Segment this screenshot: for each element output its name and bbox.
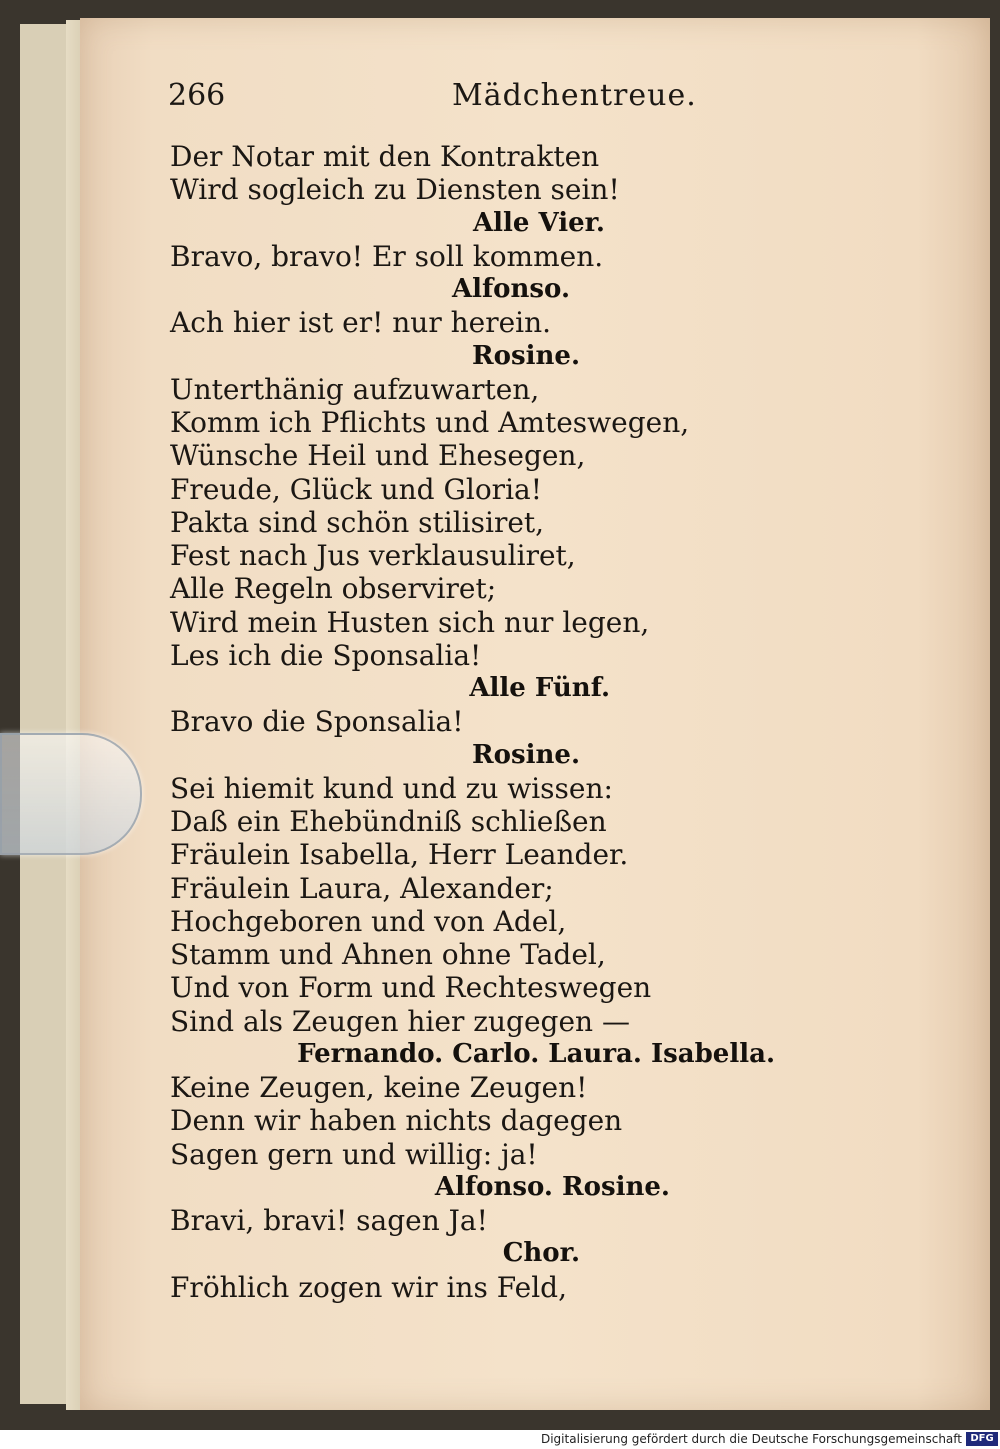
verse-line: Bravo die Sponsalia! (170, 705, 464, 739)
speaker-heading: Fernando. Carlo. Laura. Isabella. (297, 1038, 775, 1069)
speaker-heading: Alfonso. Rosine. (434, 1171, 670, 1202)
speaker-heading: Chor. (502, 1238, 580, 1269)
verse-line: Der Notar mit den Kontrakten (170, 140, 600, 173)
speaker-heading: Rosine. (472, 739, 580, 770)
verse-line: Komm ich Pflichts und Amteswegen, (170, 406, 690, 439)
verse-line: Sind als Zeugen hier zugegen — (170, 1004, 630, 1038)
verse-line: Und von Form und Rechteswegen (170, 971, 652, 1005)
footer-bar (0, 1430, 1000, 1449)
page-header (0, 78, 1000, 118)
speaker-heading: Alle Fünf. (469, 673, 610, 703)
speaker-heading: Alle Vier. (472, 207, 605, 238)
verse-line: Ach hier ist er! nur herein. (170, 306, 552, 340)
dfg-logo: DFG (966, 1432, 998, 1446)
verse-line: Keine Zeugen, keine Zeugen! (170, 1071, 588, 1104)
verse-line: Alle Regeln observiret; (170, 572, 497, 606)
verse-line: Sagen gern und willig: ja! (170, 1137, 538, 1171)
play-text (170, 140, 790, 1304)
verse-line: Pakta sind schön stilisiret, (170, 505, 545, 539)
verse-line: Stamm und Ahnen ohne Tadel, (170, 938, 606, 971)
verse-line: Unterthänig aufzuwarten, (170, 372, 540, 406)
verse-line: Daß ein Ehebündniß schließen (170, 805, 607, 838)
verse-line: Bravo, bravo! Er soll kommen. (170, 239, 604, 273)
page-number: 266 (168, 78, 226, 113)
speaker-heading: Alfonso. (451, 274, 570, 304)
verse-line: Denn wir haben nichts dagegen (170, 1104, 623, 1138)
verse-line: Fest nach Jus verklausuliret, (170, 539, 576, 572)
verse-line: Bravi, bravi! sagen Ja! (170, 1204, 488, 1237)
verse-line: Les ich die Sponsalia! (170, 638, 482, 672)
running-title: Mädchentreue. (452, 78, 697, 113)
verse-line: Fräulein Laura, Alexander; (170, 871, 554, 905)
verse-line: Sei hiemit kund und zu wissen: (170, 771, 613, 805)
speaker-heading: Rosine. (472, 340, 580, 371)
verse-line: Wünsche Heil und Ehesegen, (170, 439, 586, 473)
verse-line: Fräulein Isabella, Herr Leander. (170, 838, 629, 872)
verse-line: Wird sogleich zu Diensten sein! (170, 173, 620, 207)
verse-line: Wird mein Husten sich nur legen, (170, 605, 650, 639)
verse-line: Hochgeboren und von Adel, (170, 904, 567, 938)
footer-credit: Digitalisierung gefördert durch die Deutsche Forschungsgemeinschaft (540, 1432, 962, 1446)
page-clip (0, 733, 142, 855)
verse-line: Fröhlich zogen wir ins Feld, (170, 1270, 567, 1304)
verse-line: Freude, Glück und Gloria! (170, 472, 542, 506)
